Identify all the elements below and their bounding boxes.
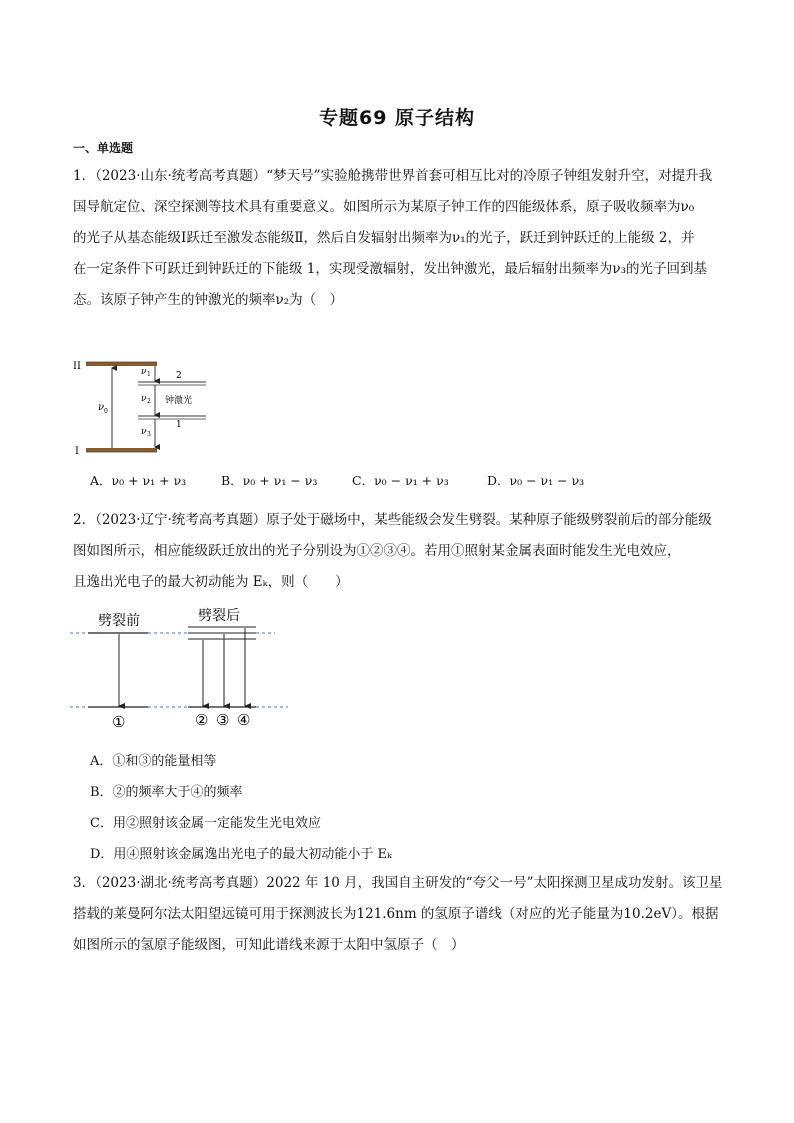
label-nu1: ν bbox=[141, 367, 147, 377]
label-1: 1 bbox=[176, 420, 182, 430]
page-title: 专题69 原子结构 bbox=[318, 107, 476, 129]
q3-line-1: 3．（2023·湖北·统考高考真题）2022 年 10 月，我国自主研发的“夸父一号”太阳探测卫星成功发射。该卫星 bbox=[73, 875, 723, 891]
q1-energy-level-figure bbox=[70, 357, 220, 457]
q2-level-splitting-figure bbox=[70, 600, 300, 732]
level-I-bar bbox=[86, 448, 157, 452]
mark-3: ③ bbox=[216, 711, 230, 729]
q1-option-a[interactable]: A．ν₀ + ν₁ + ν₃ bbox=[90, 473, 187, 488]
q2-option-d[interactable]: D．用④照射该金属逸出光电子的最大初动能小于 Eₖ bbox=[90, 847, 392, 862]
q1-line-2: 国导航定位、深空探测等技术具有重要意义。如图所示为某原子钟工作的四能级体系，原子吸收频率为ν₀ bbox=[73, 199, 695, 215]
q3-line-2: 搭载的莱曼阿尔法太阳望远镜可用于探测波长为121.6nm 的氢原子谱线（对应的光子能量为10.2eV）。根据 bbox=[73, 906, 719, 922]
label-after-split: 劈裂后 bbox=[198, 608, 240, 624]
label-laser: 钟激光 bbox=[165, 396, 193, 406]
q2-line-2: 图如图所示，相应能级跃迁放出的光子分别设为①②③④。若用①照射某金属表面时能发生光电效应， bbox=[73, 543, 681, 559]
q1-line-5: 态。该原子钟产生的钟激光的频率ν₂为（ ） bbox=[73, 292, 344, 308]
label-nu2-sub: 2 bbox=[147, 398, 151, 405]
mark-1: ① bbox=[112, 713, 126, 731]
q3-line-3: 如图所示的氢原子能级图，可知此谱线来源于太阳中氢原子（ ） bbox=[73, 937, 465, 953]
label-before-split: 劈裂前 bbox=[98, 613, 140, 629]
q2-line-1: 2．（2023·辽宁·统考高考真题）原子处于磁场中，某些能级会发生劈裂。某种原子能级劈裂前后的部分能级 bbox=[73, 512, 712, 528]
label-nu0: ν bbox=[98, 402, 105, 413]
q1-line-3: 的光子从基态能级Ⅰ跃迁至激发态能级Ⅱ，然后自发辐射出频率为ν₁的光子，跃迁到钟跃迁的上能级 2，并 bbox=[73, 230, 695, 246]
label-II: II bbox=[73, 361, 81, 372]
mark-2: ② bbox=[195, 711, 209, 729]
label-I: I bbox=[75, 446, 79, 457]
q1-line-4: 在一定条件下可跃迁到钟跃迁的下能级 1，实现受激辐射，发出钟激光，最后辐射出频率为ν₃的光子回到基 bbox=[73, 261, 707, 277]
q1-option-c[interactable]: C．ν₀ − ν₁ + ν₃ bbox=[352, 473, 449, 488]
q2-option-a[interactable]: A．①和③的能量相等 bbox=[90, 754, 217, 769]
question-1-stem bbox=[73, 161, 723, 316]
label-2: 2 bbox=[176, 371, 182, 381]
q1-line-1: 1．（2023·山东·统考高考真题）“梦天号”实验舱携带世界首套可相互比对的冷原子钟组发射升空，对提升我 bbox=[73, 168, 713, 184]
question-2-stem bbox=[73, 505, 723, 598]
label-nu0-sub: 0 bbox=[104, 408, 108, 415]
label-nu3-sub: 3 bbox=[147, 431, 151, 438]
level-II-bar bbox=[86, 362, 157, 366]
label-nu1-sub: 1 bbox=[147, 371, 151, 378]
q2-option-c[interactable]: C．用②照射该金属一定能发生光电效应 bbox=[90, 816, 321, 831]
label-nu2: ν bbox=[141, 394, 147, 404]
q1-option-d[interactable]: D．ν₀ − ν₁ − ν₃ bbox=[487, 473, 585, 488]
q2-option-b[interactable]: B．②的频率大于④的频率 bbox=[90, 785, 243, 800]
question-3-stem bbox=[73, 868, 723, 961]
mark-4: ④ bbox=[237, 711, 251, 729]
section-heading: 一、单选题 bbox=[73, 141, 134, 155]
q2-line-3: 且逸出光电子的最大初动能为 Eₖ，则（ ） bbox=[73, 574, 349, 590]
label-nu3: ν bbox=[141, 427, 147, 437]
q1-option-b[interactable]: B．ν₀ + ν₁ − ν₃ bbox=[221, 473, 318, 488]
